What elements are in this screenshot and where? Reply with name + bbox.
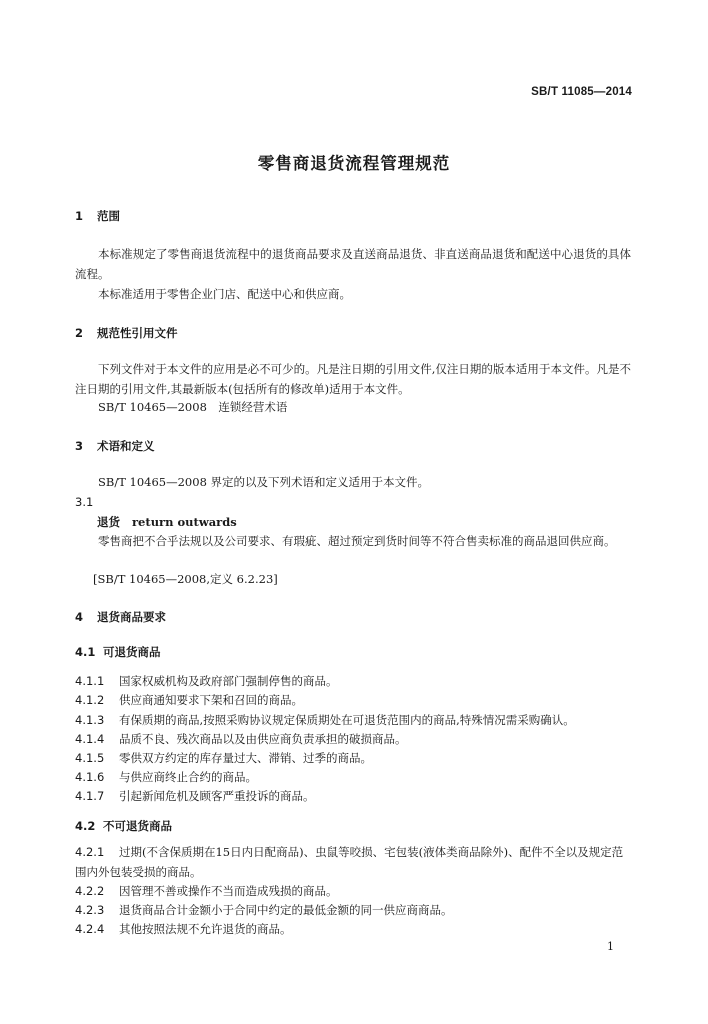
item-text: 引起新闻危机及顾客严重投诉的商品。 <box>119 789 315 803</box>
item-text: 其他按照法规不允许退货的商品。 <box>119 922 292 936</box>
standard-code: SB/T 11085—2014 <box>531 86 632 98</box>
item-text: 国家权威机构及政府部门强制停售的商品。 <box>119 674 338 688</box>
item-number: 4.1.5 <box>75 751 105 765</box>
section-1-paragraph-2: 本标准适用于零售企业门店、配送中心和供应商。 <box>98 287 351 301</box>
item-number: 4.1.6 <box>75 770 105 784</box>
item-number: 4.2.4 <box>75 922 105 936</box>
item-number: 4.2.1 <box>75 845 105 859</box>
section-2-paragraph-1: 下列文件对于本文件的应用是必不可少的。凡是注日期的引用文件,仅注日期的版本适用于本文件。凡是不注日期的引用文件,其最新版本(包括所有的修改单)适用于本文件。 <box>75 362 631 396</box>
item-text: 与供应商终止合约的商品。 <box>119 770 257 784</box>
subsection-title: 不可退货商品 <box>103 819 172 833</box>
list-item <box>75 692 303 708</box>
section-number: 2 <box>75 326 84 340</box>
subsection-4-1-heading <box>75 644 161 660</box>
section-3-heading <box>75 438 155 454</box>
item-text: 零供双方约定的库存量过大、滞销、过季的商品。 <box>119 751 372 765</box>
section-number: 1 <box>75 209 84 223</box>
item-number: 4.1.4 <box>75 732 105 746</box>
subsection-title: 可退货商品 <box>103 645 161 659</box>
term-definition: 零售商把不合乎法规以及公司要求、有瑕疵、超过预定到货时间等不符合售卖标准的商品退回供应商。 <box>98 534 616 548</box>
item-number: 4.2.3 <box>75 903 105 917</box>
section-1-heading <box>75 208 120 224</box>
list-item <box>75 842 631 882</box>
list-item <box>75 673 338 689</box>
normative-reference: SB/T 10465—2008 连锁经营术语 <box>98 400 288 414</box>
item-text: 退货商品合计金额小于合同中约定的最低金额的同一供应商商品。 <box>119 903 453 917</box>
section-number: 4 <box>75 610 84 624</box>
document-title: 零售商退货流程管理规范 <box>257 154 451 173</box>
section-title: 退货商品要求 <box>97 610 166 624</box>
term-entry <box>97 514 237 530</box>
list-item <box>75 788 315 804</box>
list-item <box>75 769 257 785</box>
item-number: 4.1.1 <box>75 674 105 688</box>
list-item <box>75 921 292 937</box>
item-number: 4.1.2 <box>75 693 105 707</box>
section-title: 规范性引用文件 <box>97 326 178 340</box>
item-text: 供应商通知要求下架和召回的商品。 <box>119 693 303 707</box>
term-english: return outwards <box>132 515 237 529</box>
item-text: 过期(不含保质期在15日内日配商品)、虫鼠等咬损、宅包装(液体类商品除外)、配件不全以及规定范围内外包装受损的商品。 <box>75 845 624 879</box>
item-number: 4.1.7 <box>75 789 105 803</box>
term-source: [SB/T 10465—2008,定义 6.2.23] <box>93 572 278 586</box>
list-item <box>75 750 372 766</box>
section-title: 术语和定义 <box>97 439 155 453</box>
list-item <box>75 902 453 918</box>
term-chinese: 退货 <box>97 515 120 529</box>
section-number: 3 <box>75 439 84 453</box>
list-item <box>75 883 338 899</box>
item-text: 有保质期的商品,按照采购协议规定保质期处在可退货范围内的商品,特殊情况需采购确认。 <box>119 713 575 727</box>
section-4-heading <box>75 609 166 625</box>
term-number: 3.1 <box>75 495 94 509</box>
page-number: 1 <box>607 940 614 953</box>
section-title: 范围 <box>97 209 120 223</box>
section-1-paragraph-1: 本标准规定了零售商退货流程中的退货商品要求及直送商品退货、非直送商品退货和配送中心退货的具体流程。 <box>75 247 631 281</box>
item-text: 因管理不善或操作不当而造成残损的商品。 <box>119 884 338 898</box>
item-text: 品质不良、残次商品以及由供应商负责承担的破损商品。 <box>119 732 407 746</box>
subsection-4-2-heading <box>75 818 172 834</box>
item-number: 4.2.2 <box>75 884 105 898</box>
list-item <box>75 731 407 747</box>
section-3-paragraph-1: SB/T 10465—2008 界定的以及下列术语和定义适用于本文件。 <box>98 475 430 489</box>
list-item <box>75 712 575 728</box>
item-number: 4.1.3 <box>75 713 105 727</box>
subsection-number: 4.1 <box>75 645 96 659</box>
section-2-heading <box>75 325 178 341</box>
subsection-number: 4.2 <box>75 819 96 833</box>
